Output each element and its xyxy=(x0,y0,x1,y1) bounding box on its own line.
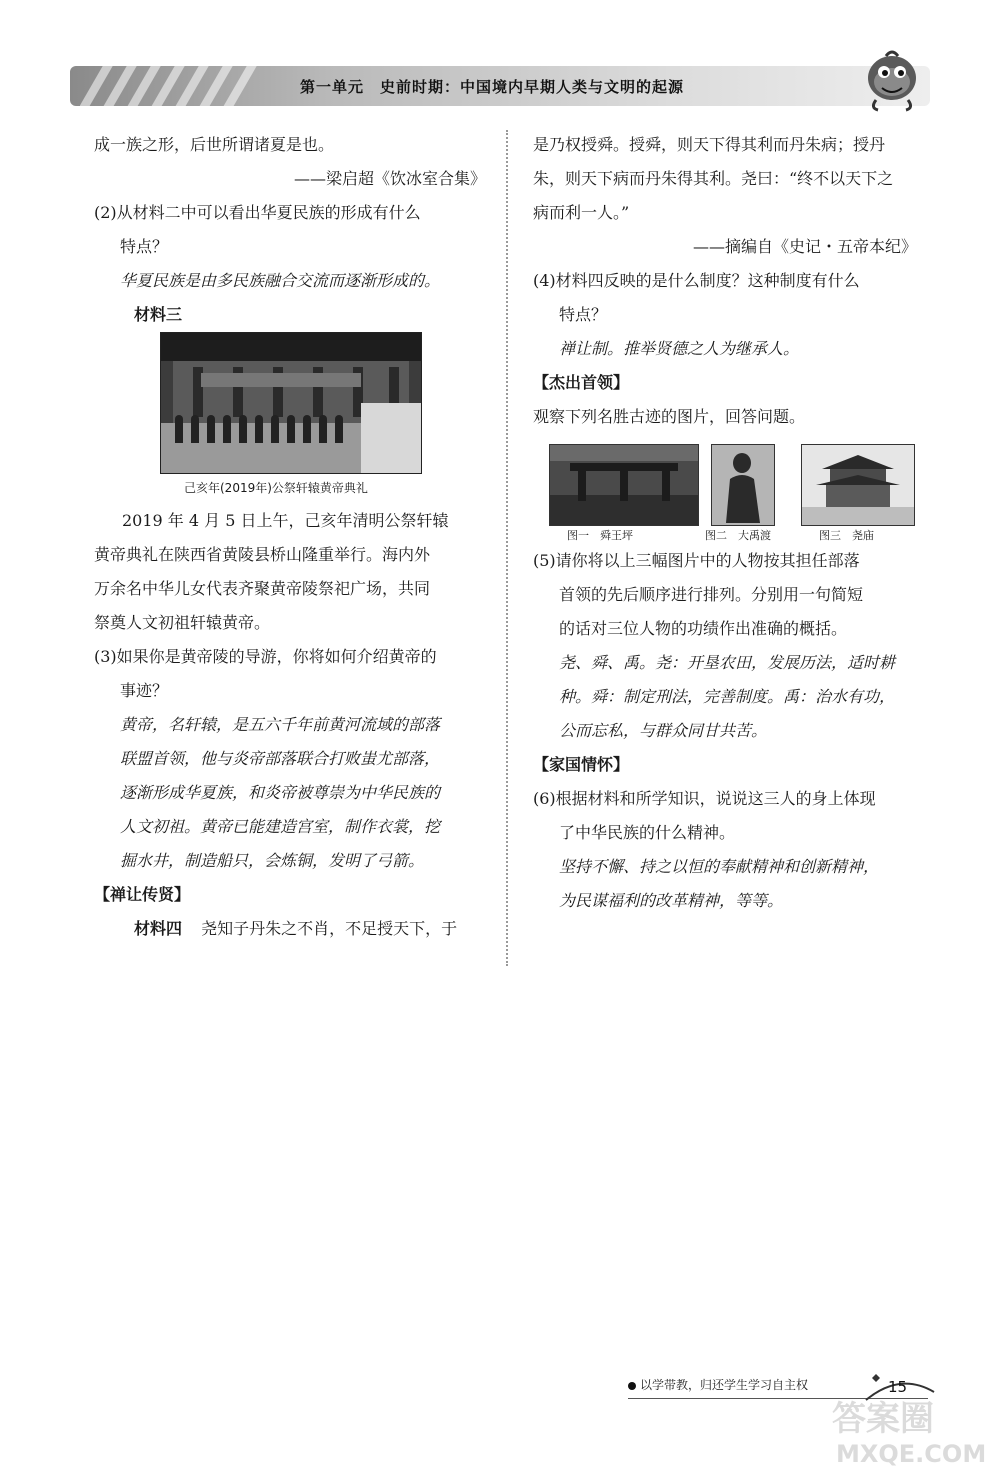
answer-3: 掘水井，制造船只，会炼铜，发明了弓箭。 xyxy=(120,851,425,870)
answer-2: 华夏民族是由多民族融合交流而逐渐形成的。 xyxy=(120,271,441,290)
footer-slogan: 以学带教，归还学生学习自主权 xyxy=(640,1378,809,1392)
picture-1-caption: 图一 舜王坪 xyxy=(567,529,633,542)
answer-5: 公而忘私，与群众同甘共苦。 xyxy=(559,721,768,740)
question-5-cont: 的话对三位人物的功绩作出准确的概括。 xyxy=(559,619,848,638)
answer-6: 坚持不懈、持之以恒的奉献精神和创新精神， xyxy=(559,857,880,876)
answer-5: 种。舜：制定刑法，完善制度。禹：治水有功， xyxy=(559,687,896,706)
question-2: (2)从材料二中可以看出华夏民族的形成有什么 xyxy=(94,203,421,222)
cartoon-mascot-icon xyxy=(856,48,928,114)
bullet-icon xyxy=(628,1382,636,1390)
question-6-cont: 了中华民族的什么精神。 xyxy=(559,823,736,842)
question-5: (5)请你将以上三幅图片中的人物按其担任部落 xyxy=(533,551,860,570)
text-line: 黄帝典礼在陕西省黄陵县桥山隆重举行。海内外 xyxy=(94,545,431,564)
section-heading: 【禅让传贤】 xyxy=(94,885,191,904)
unit-title: 第一单元 史前时期：中国境内早期人类与文明的起源 xyxy=(300,78,685,96)
text-line: 2019 年 4 月 5 日上午，己亥年清明公祭轩辕 xyxy=(122,511,449,530)
question-5-cont: 首领的先后顺序进行排列。分别用一句简短 xyxy=(559,585,864,604)
right-column xyxy=(533,128,925,918)
page-number: 15 xyxy=(888,1378,908,1396)
question-6: (6)根据材料和所学知识，说说这三人的身上体现 xyxy=(533,789,876,808)
answer-5: 尧、舜、禹。尧：开垦农田，发展历法，适时耕 xyxy=(559,653,896,672)
question-4-cont: 特点？ xyxy=(559,305,608,324)
text-line: 祭奠人文初祖轩辕黄帝。 xyxy=(94,613,271,632)
landmark-pictures xyxy=(533,444,925,544)
header-stripes xyxy=(80,66,260,106)
section-heading: 【家国情怀】 xyxy=(533,755,630,774)
picture-2-caption: 图二 大禹渡 xyxy=(705,529,771,542)
column-divider xyxy=(506,130,508,966)
question-3: (3)如果你是黄帝陵的导游，你将如何介绍黄帝的 xyxy=(94,647,437,666)
watermark-line-2: MXQE.COM xyxy=(836,1440,986,1468)
answer-3: 人文初祖。黄帝已能建造宫室，制作衣裳，挖 xyxy=(120,817,441,836)
text-line: 尧知子丹朱之不肖，不足授天下，于 xyxy=(201,919,458,938)
text-line: 是乃权授舜。授舜，则天下得其利而丹朱病；授丹 xyxy=(533,135,886,154)
text-line: 朱，则天下病而丹朱得其利。尧曰：“终不以天下之 xyxy=(533,169,894,188)
citation: ——摘编自《史记・五帝本纪》 xyxy=(692,237,917,256)
watermark-line-1: 答案圈 xyxy=(832,1399,934,1439)
section-heading: 【杰出首领】 xyxy=(533,373,630,392)
instruction: 观察下列名胜古迹的图片，回答问题。 xyxy=(533,407,806,426)
left-column xyxy=(94,128,494,946)
text-line: 病而利一人。” xyxy=(533,203,630,222)
citation: ——梁启超《饮冰室合集》 xyxy=(293,169,486,188)
watermark-logo xyxy=(826,1392,986,1470)
question-3-cont: 事迹？ xyxy=(120,681,169,700)
photo-caption: 己亥年(2019年)公祭轩辕黄帝典礼 xyxy=(184,481,368,495)
answer-3: 联盟首领，他与炎帝部落联合打败蚩尤部落， xyxy=(120,749,441,768)
text-line: 成一族之形，后世所谓诸夏是也。 xyxy=(94,135,335,154)
answer-4: 禅让制。推举贤德之人为继承人。 xyxy=(559,339,800,358)
question-2-cont: 特点？ xyxy=(120,237,169,256)
answer-3: 逐渐形成华夏族，和炎帝被尊崇为中华民族的 xyxy=(120,783,441,802)
ceremony-photo xyxy=(160,332,422,474)
material-4-label: 材料四 xyxy=(134,919,183,938)
yaomiao-picture xyxy=(801,444,915,526)
answer-3: 黄帝，名轩辕，是五六千年前黄河流域的部落 xyxy=(120,715,441,734)
picture-3-caption: 图三 尧庙 xyxy=(819,529,874,542)
shunwangping-picture xyxy=(549,444,699,526)
answer-6: 为民谋福利的改革精神，等等。 xyxy=(559,891,784,910)
material-3-label: 材料三 xyxy=(134,305,183,324)
question-4: (4)材料四反映的是什么制度？这种制度有什么 xyxy=(533,271,860,290)
dayudu-picture xyxy=(711,444,775,526)
text-line: 万余名中华儿女代表齐聚黄帝陵祭祀广场，共同 xyxy=(94,579,431,598)
